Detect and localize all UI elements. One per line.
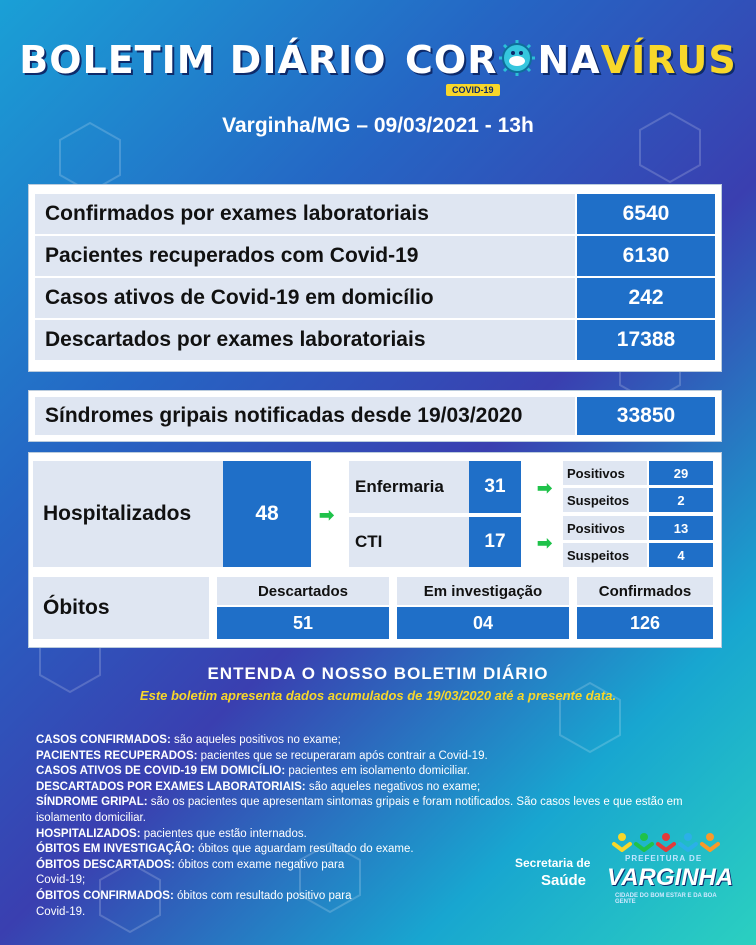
- city-name: VARGINHA: [607, 864, 734, 891]
- definition-term: ÓBITOS DESCARTADOS:: [36, 858, 175, 871]
- definition-term: PACIENTES RECUPERADOS:: [36, 749, 198, 762]
- footer-logo: [515, 830, 734, 910]
- summary-label-confirmados: Confirmados por exames laboratoriais: [35, 194, 575, 234]
- arrow-icon: ➡: [537, 478, 553, 498]
- definition-item: [36, 733, 716, 749]
- definition-text: pacientes que se recuperaram após contrair a Covid-19.: [197, 749, 488, 762]
- definition-text: óbitos com resultado positivo para Covid-19.: [36, 889, 352, 918]
- arrow-icon: ➡: [537, 533, 553, 553]
- title-boletim: BOLETIM DIÁRIO: [19, 38, 387, 82]
- covid-tag: COVID-19: [446, 84, 500, 96]
- arrow-icon: ➡: [319, 505, 335, 525]
- enfermaria-label: Enfermaria: [349, 461, 469, 513]
- obitos-descartados-label: Descartados: [217, 577, 389, 605]
- cti-positivos-label: Positivos: [563, 516, 647, 540]
- obitos-investigacao-value: 04: [397, 607, 569, 639]
- explain-title: ENTENDA O NOSSO BOLETIM DIÁRIO: [207, 664, 549, 683]
- summary-label-ativos: Casos ativos de Covid-19 em domicílio: [35, 278, 575, 318]
- obitos-investigacao-label: Em investigação: [397, 577, 569, 605]
- title-virus: VÍRUS: [600, 38, 737, 82]
- definition-text: são os pacientes que apresentam sintomas gripais e foram notificados. São casos leves e que estão em isolamento domiciliar.: [36, 796, 683, 824]
- hospitalizados-label: Hospitalizados: [33, 461, 223, 567]
- bulletin-title: [0, 38, 756, 82]
- title-na: NA: [537, 38, 601, 82]
- summary-label-descartados: Descartados por exames laboratoriais: [35, 320, 575, 360]
- definition-term: DESCARTADOS POR EXAMES LABORATORIAIS:: [36, 780, 306, 793]
- summary-value-confirmados: 6540: [577, 194, 715, 234]
- sindromes-label: Síndromes gripais notificadas desde 19/03/2020: [35, 397, 575, 435]
- summary-label-recuperados: Pacientes recuperados com Covid-19: [35, 236, 575, 276]
- definition-item: [36, 764, 716, 780]
- definition-text: são aqueles negativos no exame;: [305, 780, 481, 793]
- explain-subtitle: Este boletim apresenta dados acumulados de 19/03/2020 até a presente data.: [139, 688, 617, 703]
- enfermaria-suspeitos-value: 2: [649, 488, 713, 512]
- people-icon: [610, 830, 720, 852]
- enfermaria-positivos-value: 29: [649, 461, 713, 485]
- definition-text: pacientes em isolamento domiciliar.: [285, 765, 470, 778]
- definition-item: [36, 889, 376, 920]
- cti-suspeitos-value: 4: [649, 543, 713, 567]
- definition-text: óbitos que aguardam resultado do exame.: [194, 843, 414, 856]
- hospital-panel: [28, 452, 722, 648]
- enfermaria-value: 31: [469, 461, 521, 513]
- secretaria-line2: Saúde: [541, 872, 587, 889]
- definition-term: CASOS CONFIRMADOS:: [36, 734, 171, 746]
- summary-value-recuperados: 6130: [577, 236, 715, 276]
- sindromes-panel: [28, 390, 722, 442]
- definition-term: HOSPITALIZADOS:: [36, 827, 141, 840]
- enfermaria-suspeitos-label: Suspeitos: [563, 488, 647, 512]
- definition-item: [36, 780, 716, 796]
- secretaria-line1: Secretaria de: [515, 856, 591, 870]
- obitos-label: Óbitos: [33, 577, 209, 639]
- summary-panel: [28, 184, 722, 372]
- definition-item: [36, 795, 716, 826]
- definition-text: são aqueles positivos no exame;: [170, 734, 341, 746]
- cti-positivos-value: 13: [649, 516, 713, 540]
- definition-text: pacientes que estão internados.: [140, 827, 307, 840]
- summary-value-descartados: 17388: [577, 320, 715, 360]
- city-slogan: CIDADE DO BOM ESTAR E DA BOA GENTE: [615, 893, 717, 905]
- hospitalizados-value: 48: [223, 461, 311, 567]
- definition-item: [36, 749, 716, 765]
- definition-item: [36, 842, 496, 858]
- definition-item: [36, 858, 376, 889]
- obitos-descartados-value: 51: [217, 607, 389, 639]
- cti-value: 17: [469, 517, 521, 567]
- location-date: Varginha/MG – 09/03/2021 - 13h: [222, 114, 534, 137]
- definition-term: ÓBITOS CONFIRMADOS:: [36, 889, 174, 902]
- obitos-confirmados-value: 126: [577, 607, 713, 639]
- prefeitura-text: PREFEITURA DE: [625, 854, 703, 863]
- title-cor: COR: [405, 38, 498, 82]
- sindromes-value: 33850: [577, 397, 715, 435]
- obitos-confirmados-label: Confirmados: [577, 577, 713, 605]
- virus-icon: [497, 38, 537, 78]
- cti-label: CTI: [349, 517, 469, 567]
- definition-term: ÓBITOS EM INVESTIGAÇÃO:: [36, 843, 195, 856]
- enfermaria-positivos-label: Positivos: [563, 461, 647, 485]
- definition-term: SÍNDROME GRIPAL:: [36, 796, 148, 809]
- definition-text: óbitos com exame negativo para Covid-19;: [36, 858, 345, 887]
- summary-value-ativos: 242: [577, 278, 715, 318]
- definition-term: CASOS ATIVOS DE COVID-19 EM DOMICÍLIO:: [36, 765, 286, 778]
- cti-suspeitos-label: Suspeitos: [563, 543, 647, 567]
